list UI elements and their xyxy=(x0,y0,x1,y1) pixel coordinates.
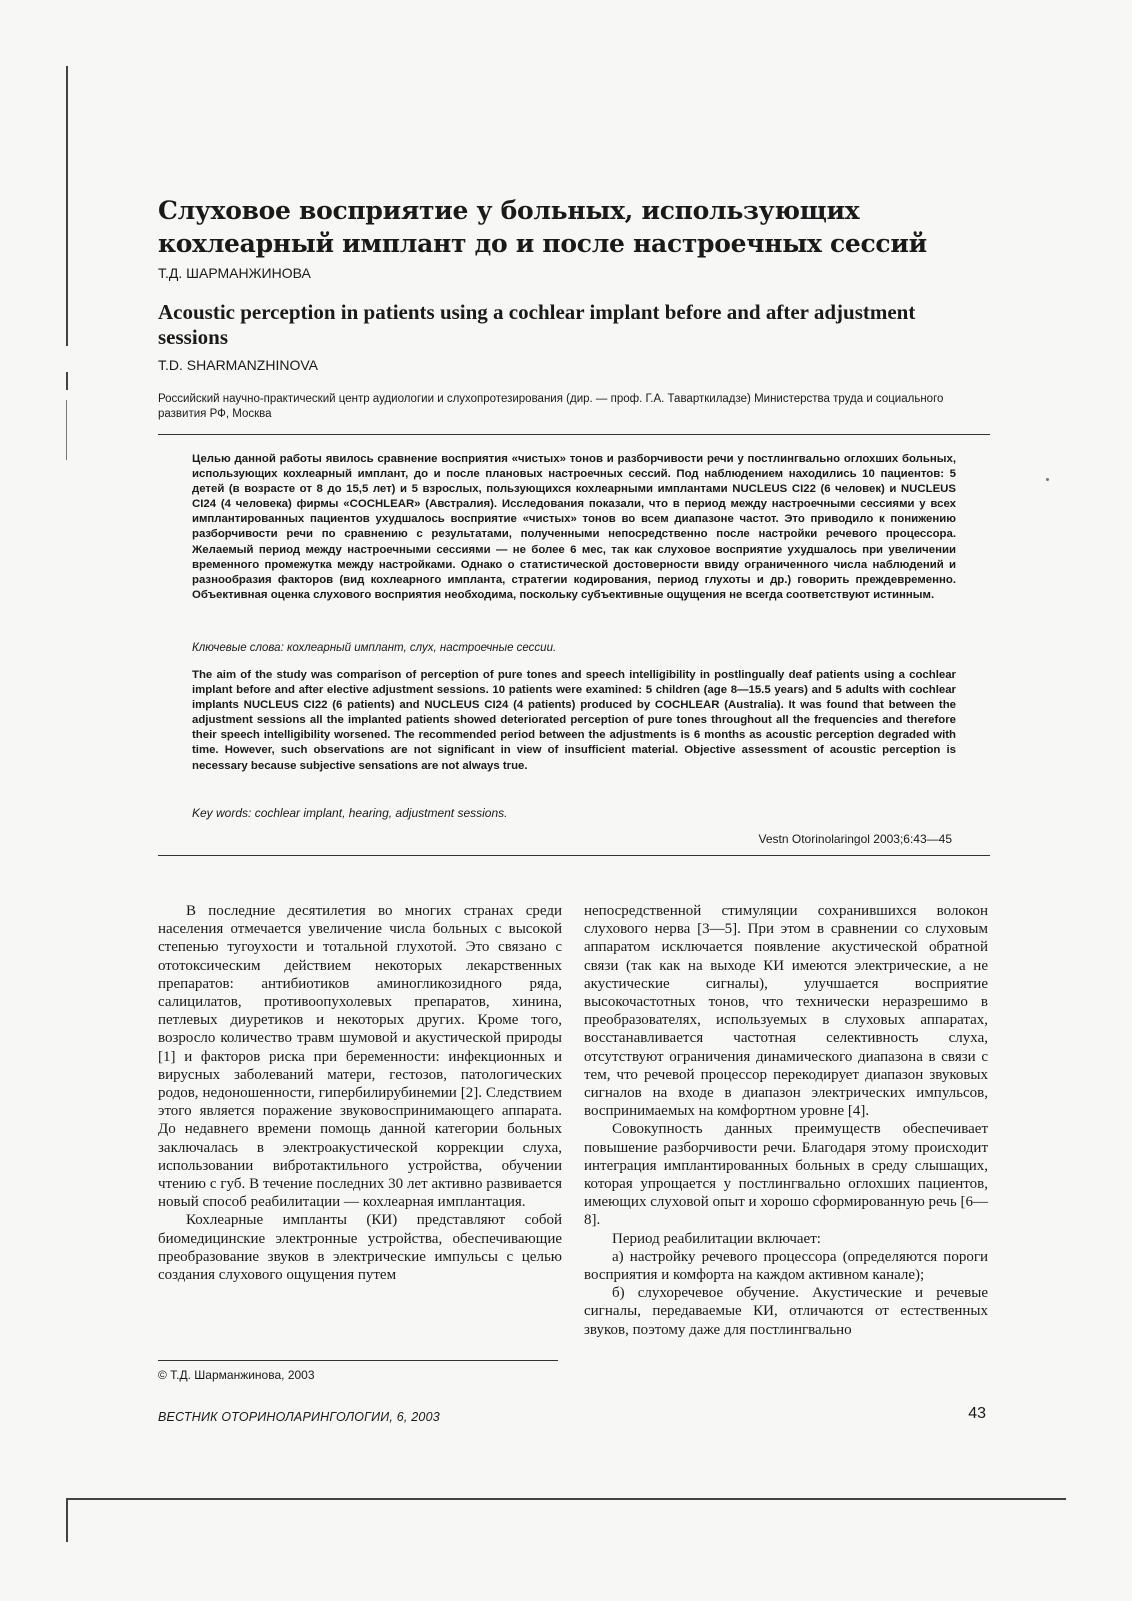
scan-speck xyxy=(1046,478,1049,481)
scan-margin-line xyxy=(66,400,67,460)
scan-bottom-line xyxy=(66,1498,68,1542)
abstract-divider xyxy=(158,855,990,856)
journal-name: ВЕСТНИК ОТОРИНОЛАРИНГОЛОГИИ, 6, 2003 xyxy=(158,1410,440,1424)
article-title-ru: Слуховое восприятие у больных, использующих кохлеарный имплант до и после настроечных сессий xyxy=(158,196,927,258)
affiliation: Российский научно-практический центр аудиологии и слухопротезирования (дир. — проф. Г.А. Таварткиладзе) Министерства труда и социального развития РФ, Москва xyxy=(158,393,944,420)
header-divider xyxy=(158,434,990,435)
scan-margin-line xyxy=(66,372,68,390)
body-paragraph: Совокупность данных преимуществ обеспечивает повышение разборчивости речи. Благодаря этому происходит интеграция имплантированных больных в среду слышащих, которая упрощается у постлингвально оглохших пациентов, имеющих слуховой опыт и хорошо сформированную речь [6—8]. xyxy=(584,1121,988,1229)
footnote-divider xyxy=(158,1360,558,1361)
abstract-en: The aim of the study was comparison of perception of pure tones and speech intelligibility in postlingually deaf patients using a cochlear implant before and after elective adjustment sessions. 10 patients were examined: 5 children (age 8—15.5 years) and 5 adults with cochlear implants NUCLEUS CI22 (6 patients) and NUCLEUS CI24 (4 patients) produced by COCHLEAR (Australia). It was found that between the adjustment sessions all the implanted patients showed deteriorated perception of pure tones throughout all the frequencies and therefore their speech intelligibility worsened. The recommended period between the adjustments is 6 months as acoustic perception degraded with time. However, such observations are not significant in view of insufficient material. Objective assessment of acoustic perception is necessary because subjective sensations are not always true. xyxy=(192,669,956,772)
body-paragraph: непосредственной стимуляции сохранившихся волокон слухового нерва [3—5]. При этом в сравнении со слуховым аппаратом исключается появление акустической обратной связи (так как на выходе КИ имеются электрические, а не акустические сигналы), улучшается восприятие высокочастотных тонов, что технически неразрешимо в преобразователях, используемых в слуховых аппаратах, восстанавливается частотная селективность слуха, отсутствуют ограничения динамического диапазона в связи с тем, что речевой процессор перекодирует диапазон звуковых сигналов на входе в диапазон электрических импульсов, воспринимаемых на комфортном уровне [4]. xyxy=(584,903,988,1120)
scan-margin-line xyxy=(66,66,68,346)
copyright-footnote: © Т.Д. Шарманжинова, 2003 xyxy=(158,1368,315,1382)
author-en: T.D. SHARMANZHINOVA xyxy=(158,357,318,373)
page-number: 43 xyxy=(968,1405,986,1422)
abstract-ru: Целью данной работы явилось сравнение восприятия «чистых» тонов и разборчивости речи у постлингвально оглохших больных, использующих кохлеарный имплант, до и после плановых настроечных сессий. Под наблюдением находились 10 пациентов: 5 детей (в возрасте от 8 до 15,5 лет) и 5 взрослых, пользующихся кохлеарными имплантами NUCLEUS CI22 (6 человек) и NUCLEUS CI24 (4 человека) фирмы «COCHLEAR» (Австралия). Исследования показали, что в период между настроечными сессиями у всех имплантированных пациентов ухудшалось восприятие «чистых» тонов во всем диапазоне частот. Это приводило к понижению разборчивости речи по сравнению с результатами, полученными непосредственно после настройки речевого процессора. Желаемый период между настроечными сессиями — не более 6 мес, так как слуховое восприятие ухудшалось при увеличении временного промежутка между настройками. Однако о статистической достоверности ввиду ограниченного числа наблюдений и разнообразия факторов (вид кохлеарного импланта, стратегии кодирования, период глухоты и др.) говорить преждевременно. Объективная оценка слухового восприятия необходима, поскольку субъективные ощущения не всегда соответствуют истинным. xyxy=(192,453,956,601)
keywords-en: Key words: cochlear implant, hearing, adjustment sessions. xyxy=(192,806,508,820)
body-paragraph: а) настройку речевого процессора (определяются пороги восприятия и комфорта на каждом активном канале); xyxy=(584,1248,988,1284)
author-ru: Т.Д. ШАРМАНЖИНОВА xyxy=(158,265,311,281)
body-paragraph: В последние десятилетия во многих странах среди населения отмечается увеличение числа больных с высокой степенью тугоухости и тотальной глухотой. Это связано с ототоксическим действием некоторых лекарственных препаратов: антибиотиков аминогликозидного ряда, салицилатов, противоопухолевых препаратов, хинина, петлевых диуретиков и некоторых других. Кроме того, возросло количество травм шумовой и акустической природы [1] и факторов риска при беременности: инфекционных и вирусных заболеваний матери, гестозов, патологических родов, недоношенности, гипербилирубинемии [2]. Следствием этого является поражение звуковоспринимающего аппарата. До недавнего времени помощь данной категории больных заключалась в электроакустической коррекции слуха, использовании вибротактильного устройства, обучении чтению с губ. В течение последних 30 лет активно развивается новый способ реабилитации — кохлеарная имплантация. xyxy=(158,903,562,1211)
body-column-right xyxy=(584,902,988,1339)
keywords-ru: Ключевые слова: кохлеарный имплант, слух, настроечные сессии. xyxy=(192,642,557,654)
body-paragraph: Период реабилитации включает: xyxy=(612,1230,821,1247)
body-column-left xyxy=(158,902,562,1284)
citation: Vestn Otorinolaringol 2003;6:43—45 xyxy=(758,832,952,846)
article-title-en: Acoustic perception in patients using a cochlear implant before and after adjustment sessions xyxy=(158,300,916,349)
body-paragraph: Кохлеарные импланты (КИ) представляют собой биомедицинские электронные устройства, обеспечивающие преобразование звуков в электрические импульсы с целью создания слухового ощущения путем xyxy=(158,1212,562,1284)
scan-bottom-line xyxy=(66,1498,1066,1500)
body-paragraph: б) слухоречевое обучение. Акустические и речевые сигналы, передаваемые КИ, отличаются от естественных звуков, поэтому даже для постлингвально xyxy=(584,1285,988,1338)
